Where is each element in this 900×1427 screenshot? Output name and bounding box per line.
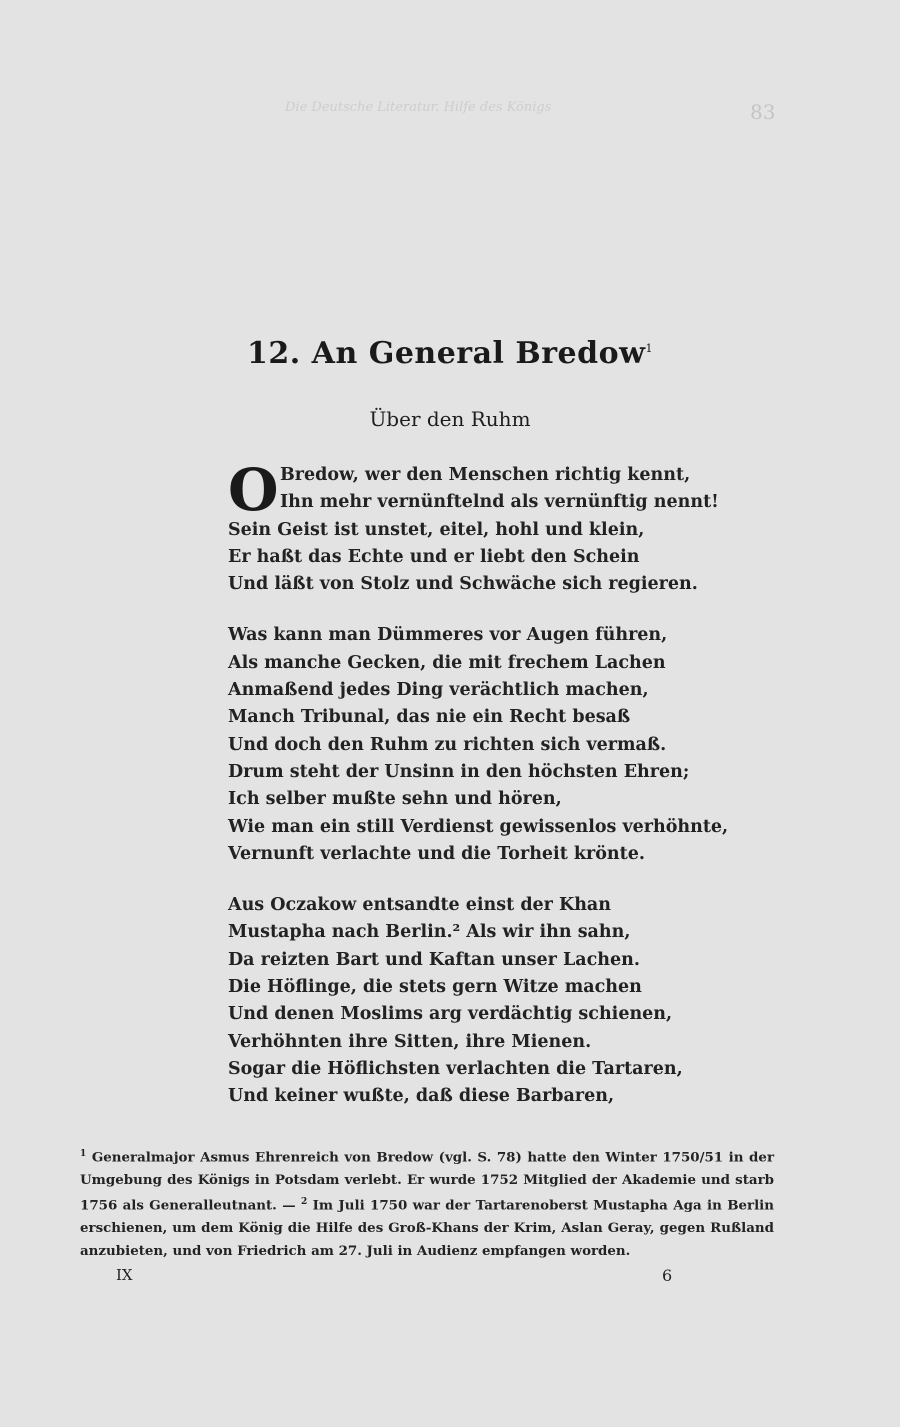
poem-line: Wie man ein still Verdienst gewissenlos verhöhnte,: [228, 816, 729, 837]
poem-line: Was kann man Dümmeres vor Augen führen,: [228, 625, 668, 646]
poem-line: Sogar die Höflichsten verlachten die Tartaren,: [228, 1058, 683, 1079]
drop-cap: O: [228, 456, 279, 524]
poem-title: [0, 336, 900, 371]
poem-line: Und keiner wußte, daß diese Barbaren,: [228, 1086, 615, 1107]
page-number: 6: [662, 1266, 673, 1285]
bleed-through-header: Die Deutsche Literatur. Hilfe des Königs: [285, 100, 552, 115]
poem-line-text: Bredow, wer den Menschen richtig kennt,: [280, 465, 691, 485]
poem-line: Anmaßend jedes Ding verächtlich machen,: [228, 680, 649, 701]
poem-body: [228, 456, 729, 1135]
title-footnote-marker[interactable]: 1: [645, 342, 653, 355]
bleed-through-page-number: 83: [750, 100, 776, 124]
poem-line: Die Höflinge, die stets gern Witze machen: [228, 977, 642, 998]
poem-line: Sein Geist ist unstet, eitel, hohl und klein,: [228, 519, 645, 540]
poem-subtitle: Über den Ruhm: [369, 407, 531, 431]
poem-title-text: An General Bredow: [311, 336, 646, 371]
footnote-marker: 1: [80, 1149, 87, 1159]
poem-line: Drum steht der Unsinn in den höchsten Ehren;: [228, 761, 690, 782]
footnote-text: Generalmajor Asmus Ehrenreich von Bredow (vgl. S. 78) hatte den Winter 1750/51 in der Umgebung des Königs in Potsdam verlebt. Er wurde 1752 Mitglied der Akademie und starb 1756 als Generalleutnant. —: [80, 1149, 774, 1214]
poem-line: Manch Tribunal, das nie ein Recht besaß: [228, 707, 631, 728]
stanza-2: [228, 622, 729, 868]
poem-line: Aus Oczakow entsandte einst der Khan: [228, 895, 611, 916]
poem-line: Verhöhnten ihre Sitten, ihre Mienen.: [228, 1031, 592, 1052]
stanza-3: [228, 892, 688, 1110]
poem-line: Und doch den Ruhm zu richten sich vermaß.: [228, 734, 667, 755]
footnotes: [80, 1143, 774, 1262]
footnote-marker: 2: [300, 1197, 308, 1208]
poem-line: Und denen Moslims arg verdächtig schienen,: [228, 1004, 673, 1025]
signature-mark: IX: [116, 1266, 133, 1284]
poem-line: Vernunft verlachte und die Torheit krönte.: [228, 843, 645, 864]
poem-line: Und läßt von Stolz und Schwäche sich regieren.: [228, 574, 698, 595]
footnote-text: Im Juli 1750 war der Tartarenoberst Mustapha Aga in Berlin erschienen, um dem König die Hilfe des Groß-Khans der Krim, Aslan Geray, gegen Rußland anzubieten, und von Friedrich am 27. Juli in Audienz empfangen worden.: [80, 1197, 774, 1259]
poem-line: Ich selber mußte sehn und hören,: [228, 789, 562, 810]
poem-line: Da reizten Bart und Kaftan unser Lachen.: [228, 949, 640, 970]
stanza-1: [228, 456, 719, 598]
poem-line: Mustapha nach Berlin.² Als wir ihn sahn,: [228, 922, 631, 943]
poem-number: 12.: [247, 336, 301, 371]
poem-line: Er haßt das Echte und er liebt den Schein: [228, 546, 640, 567]
poem-line: Ihn mehr vernünftelnd als vernünftig nennt!: [280, 492, 719, 513]
poem-line: Als manche Gecken, die mit frechem Lachen: [228, 652, 666, 673]
